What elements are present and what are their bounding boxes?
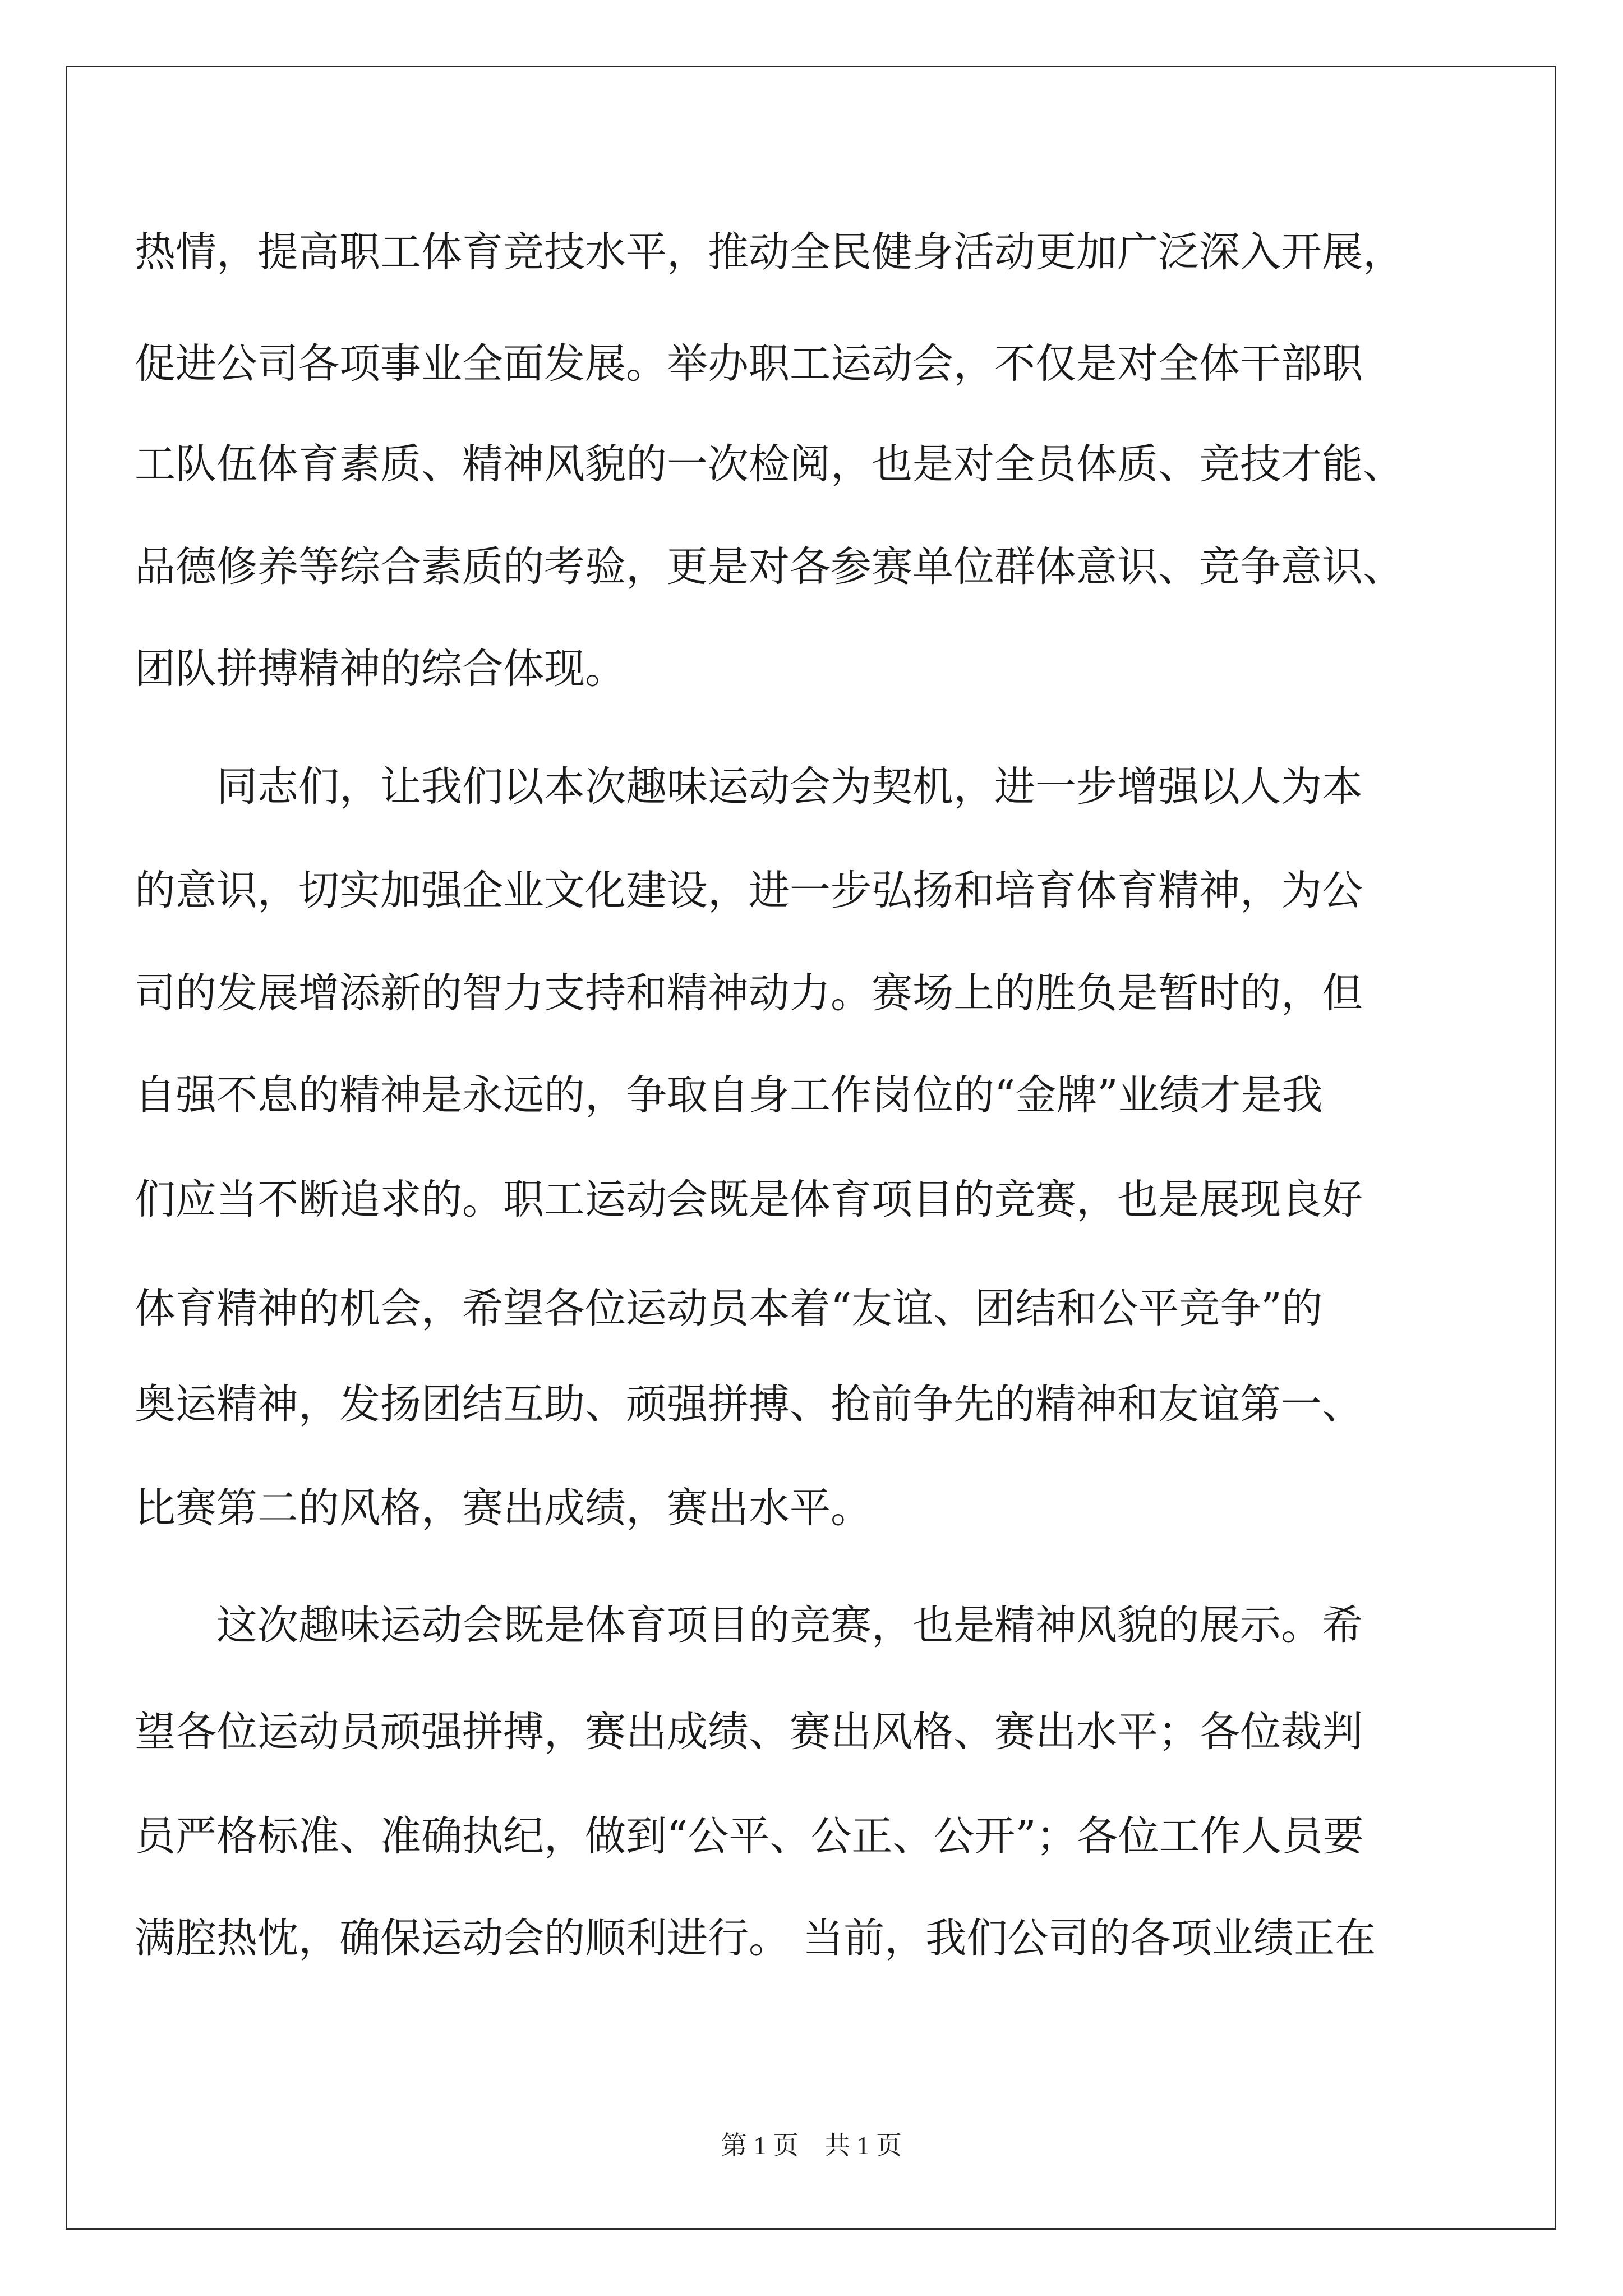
paragraph-first-line: 这次趣味运动会既是体育项目的竞赛，也是精神风貌的展示。希 [216,1602,1363,1649]
text-line: 奥运精神，发扬团结互助、顽强拼搏、抢前争先的精神和友谊第一、 [135,1381,1363,1428]
text-line: 热情，提高职工体育竞技水平，推动全民健身活动更加广泛深入开展， [135,228,1404,276]
text-line: 促进公司各项事业全面发展。举办职工运动会，不仅是对全体干部职 [135,340,1363,388]
text-line: 满腔热忱，确保运动会的顺利进行。 当前，我们公司的各项业绩正在 [135,1915,1376,1962]
text-line: 自强不息的精神是永远的，争取自身工作岗位的“金牌”业绩才是我 [135,1071,1323,1119]
text-line: 们应当不断追求的。职工运动会既是体育项目的竞赛，也是展现良好 [135,1176,1363,1223]
paragraph-first-line: 同志们，让我们以本次趣味运动会为契机，进一步增强以人为本 [216,763,1363,811]
page-number-footer: 第 1 页 共 1 页 [721,2131,902,2160]
text-line: 员严格标准、准确执纪，做到“公平、公正、公开”；各位工作人员要 [135,1812,1364,1860]
text-line: 团队拼搏精神的综合体现。 [135,645,626,693]
text-line: 望各位运动员顽强拼搏，赛出成绩、赛出风格、赛出水平；各位裁判 [135,1708,1363,1756]
text-line: 体育精神的机会，希望各位运动员本着“友谊、团结和公平竞争”的 [135,1285,1323,1332]
text-line: 品德修养等综合素质的考验，更是对各参赛单位群体意识、竞争意识、 [135,543,1404,591]
text-line: 司的发展增添新的智力支持和精神动力。赛场上的胜负是暂时的，但 [135,969,1363,1017]
text-line: 的意识，切实加强企业文化建设，进一步弘扬和培育体育精神，为公 [135,867,1363,914]
text-line: 比赛第二的风格，赛出成绩，赛出水平。 [135,1484,872,1532]
text-line: 工队伍体育素质、精神风貌的一次检阅，也是对全员体质、竞技才能、 [135,440,1404,488]
